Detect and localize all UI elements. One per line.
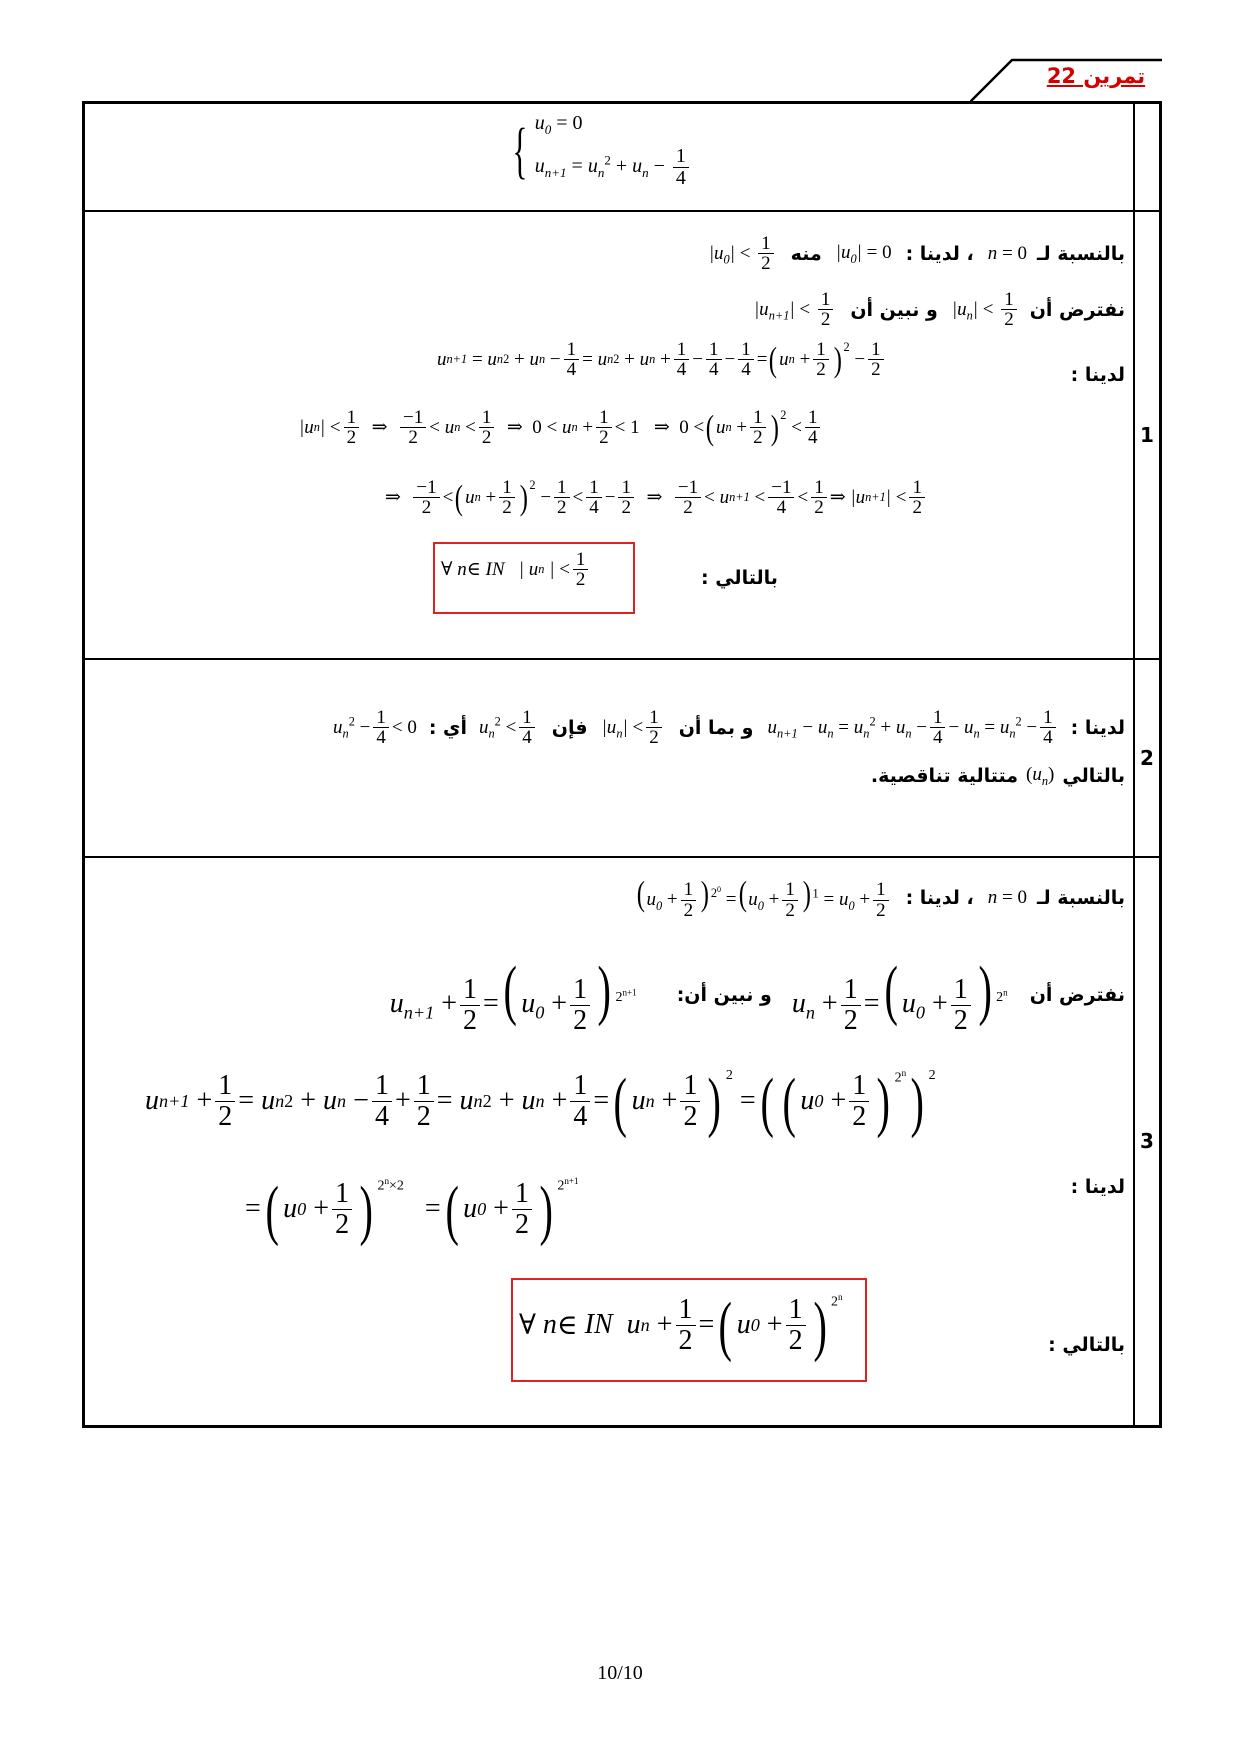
exercise-table [82,101,1162,1428]
q3-assume: نفترض أن [1029,984,1125,1007]
q3-line-2: $u_{n+1}$ + $\frac{1}{2}$ =( $u_0$ + $\frac{1}{2}$ ) $^{2^{n+1}}$ و نبين أن: $u_n$ + $\frac{1}{2}$ =( $u_0$ + $\frac{1}{2}$ ) $^{2^n}$ نفترض أن [389,951,1125,1036]
q1-we-have: ، لدينا : [905,242,974,265]
q2-we-have: لدينا : [1070,716,1125,739]
q1-equation-2: |u n | < $\frac{1}{2}$ ⇒ $\frac{-1}{2}$ < u n < $\frac{1}{2}$ ⇒ 0 < u n + $\frac{1}{2}$ < 1 ⇒ 0 < ( u n + $\frac{1}{2}$ ) $^2$ < $\frac{1}{4}$ [299,408,823,449]
question-2-cell [84,659,1135,857]
definition-cell [84,103,1135,211]
row-number-1: 1 [1134,211,1161,659]
q1-and-show: و نبين أن [850,298,938,321]
q1-equation-3: ⇒ $\frac{-1}{2}$ < ( u n + $\frac{1}{2}$ ) $^2$ − $\frac{1}{2}$ < $\frac{1}{4}$ − $\frac{1}{2}$ ⇒ $\frac{-1}{2}$ < u n+1 < $\frac{-1}{4}$ < $\frac{1}{2}$ ⇒ |u n+1 | < $\frac{1}{2}$ [385,478,928,519]
row-number-3: 3 [1134,857,1161,1427]
q3-equation-2: = ( u 0 + $\frac{1}{2}$ ) $^{2^n \times 2}$ = ( u 0 + $\frac{1}{2}$ ) $^{2^{n+1}}$ [245,1171,579,1247]
sequence-definition: { $u_0 = 0$ $u_{n+1} = u_n^2 + u_n$ − $\frac{1}{4}$ [505,112,692,189]
q1-line-2: $|u_{n+1}|$ < $\frac{1}{2}$ و نبين أن $|u_n|$ < $\frac{1}{2}$ نفترض أن [753,288,1125,331]
q3-equation-1: u n+1 + $\frac{1}{2}$ = u n 2 + u n − $\frac{1}{4}$ + $\frac{1}{2}$ = u n 2 + u n + $\frac{1}{4}$ = ( u n + $\frac{1}{2}$ ) $^2$ = ( ( u 0 + $\frac{1}{2}$ ) $^{2^n}$ ) $^2$ [145,1063,936,1139]
q2-line-2: متتالية تناقصية. $(u_n)$ بالتالي [870,763,1125,788]
q3-result: ∀ n ∈ IN u n + $\frac{1}{2}$ = ( u 0 + $\frac{1}{2}$ ) $^{2^n}$ [519,1287,843,1363]
q2-line-1: $u_n^2$ − $\frac{1}{4}$ < 0 أي : $u_n^2$ < $\frac{1}{4}$ فإن $|u_n|$ < $\frac{1}{2}$ و بما أن $u_{n+1} - u_n = u_n^2 + u_n$ − $\frac{1}{4}$ − $u_n = u_n^2$ − $\frac{1}{4}$ لدينا : [333,706,1125,749]
q2-therefore: بالتالي [1062,764,1125,787]
row-number-2: 2 [1134,659,1161,857]
page-number: 10/10 [597,1662,643,1684]
q3-we-have: ، لدينا : [905,887,974,910]
q1-equation-1: u n+1 = u n 2 + u n − $\frac{1}{4}$ = u n 2 + u n + $\frac{1}{4}$ − $\frac{1}{4}$ − $\frac{1}{4}$ = ( u n + $\frac{1}{2}$ ) $^2$ − $\frac{1}{2}$ [437,340,887,381]
question-3-cell [84,857,1135,1427]
q2-i-e: أي : [428,716,467,739]
q3-therefore: بالتالي : [1048,1333,1125,1356]
q2-and-since: و بما أن [678,716,754,739]
q1-for-n0: بالنسبة لـ [1036,242,1125,265]
q1-line-1: $|u_0|$ < $\frac{1}{2}$ منه $|u_0| = 0$ ، لدينا : n = 0 بالنسبة لـ [708,232,1125,275]
q2-then: فإن [551,716,588,739]
q3-for-n0: بالنسبة لـ [1036,887,1125,910]
q1-we-have-2: لدينا : [1070,363,1125,386]
q3-line-1: ($u_0$ + $\frac{1}{2}$ ) $^{2^0} =(u_0$ + $\frac{1}{2}$ ) $^1 = u_0$ + $\frac{1}{2}$ ، لدينا : n = 0 بالنسبة لـ [636,873,1125,921]
exercise-title: تمرين 22 [1046,64,1146,88]
question-1-cell [84,211,1135,659]
q3-we-have-2: لدينا : [1070,1175,1125,1198]
row-number-empty [1134,103,1161,211]
q1-assume: نفترض أن [1029,298,1125,321]
q1-therefore: بالتالي : [701,566,778,589]
q2-decreasing: متتالية تناقصية. [870,764,1019,787]
q3-and-show: و نبين أن: [676,984,772,1007]
q1-result: ∀ n ∈ IN | u n | < $\frac{1}{2}$ [441,550,591,591]
q1-hence: منه [790,242,822,265]
